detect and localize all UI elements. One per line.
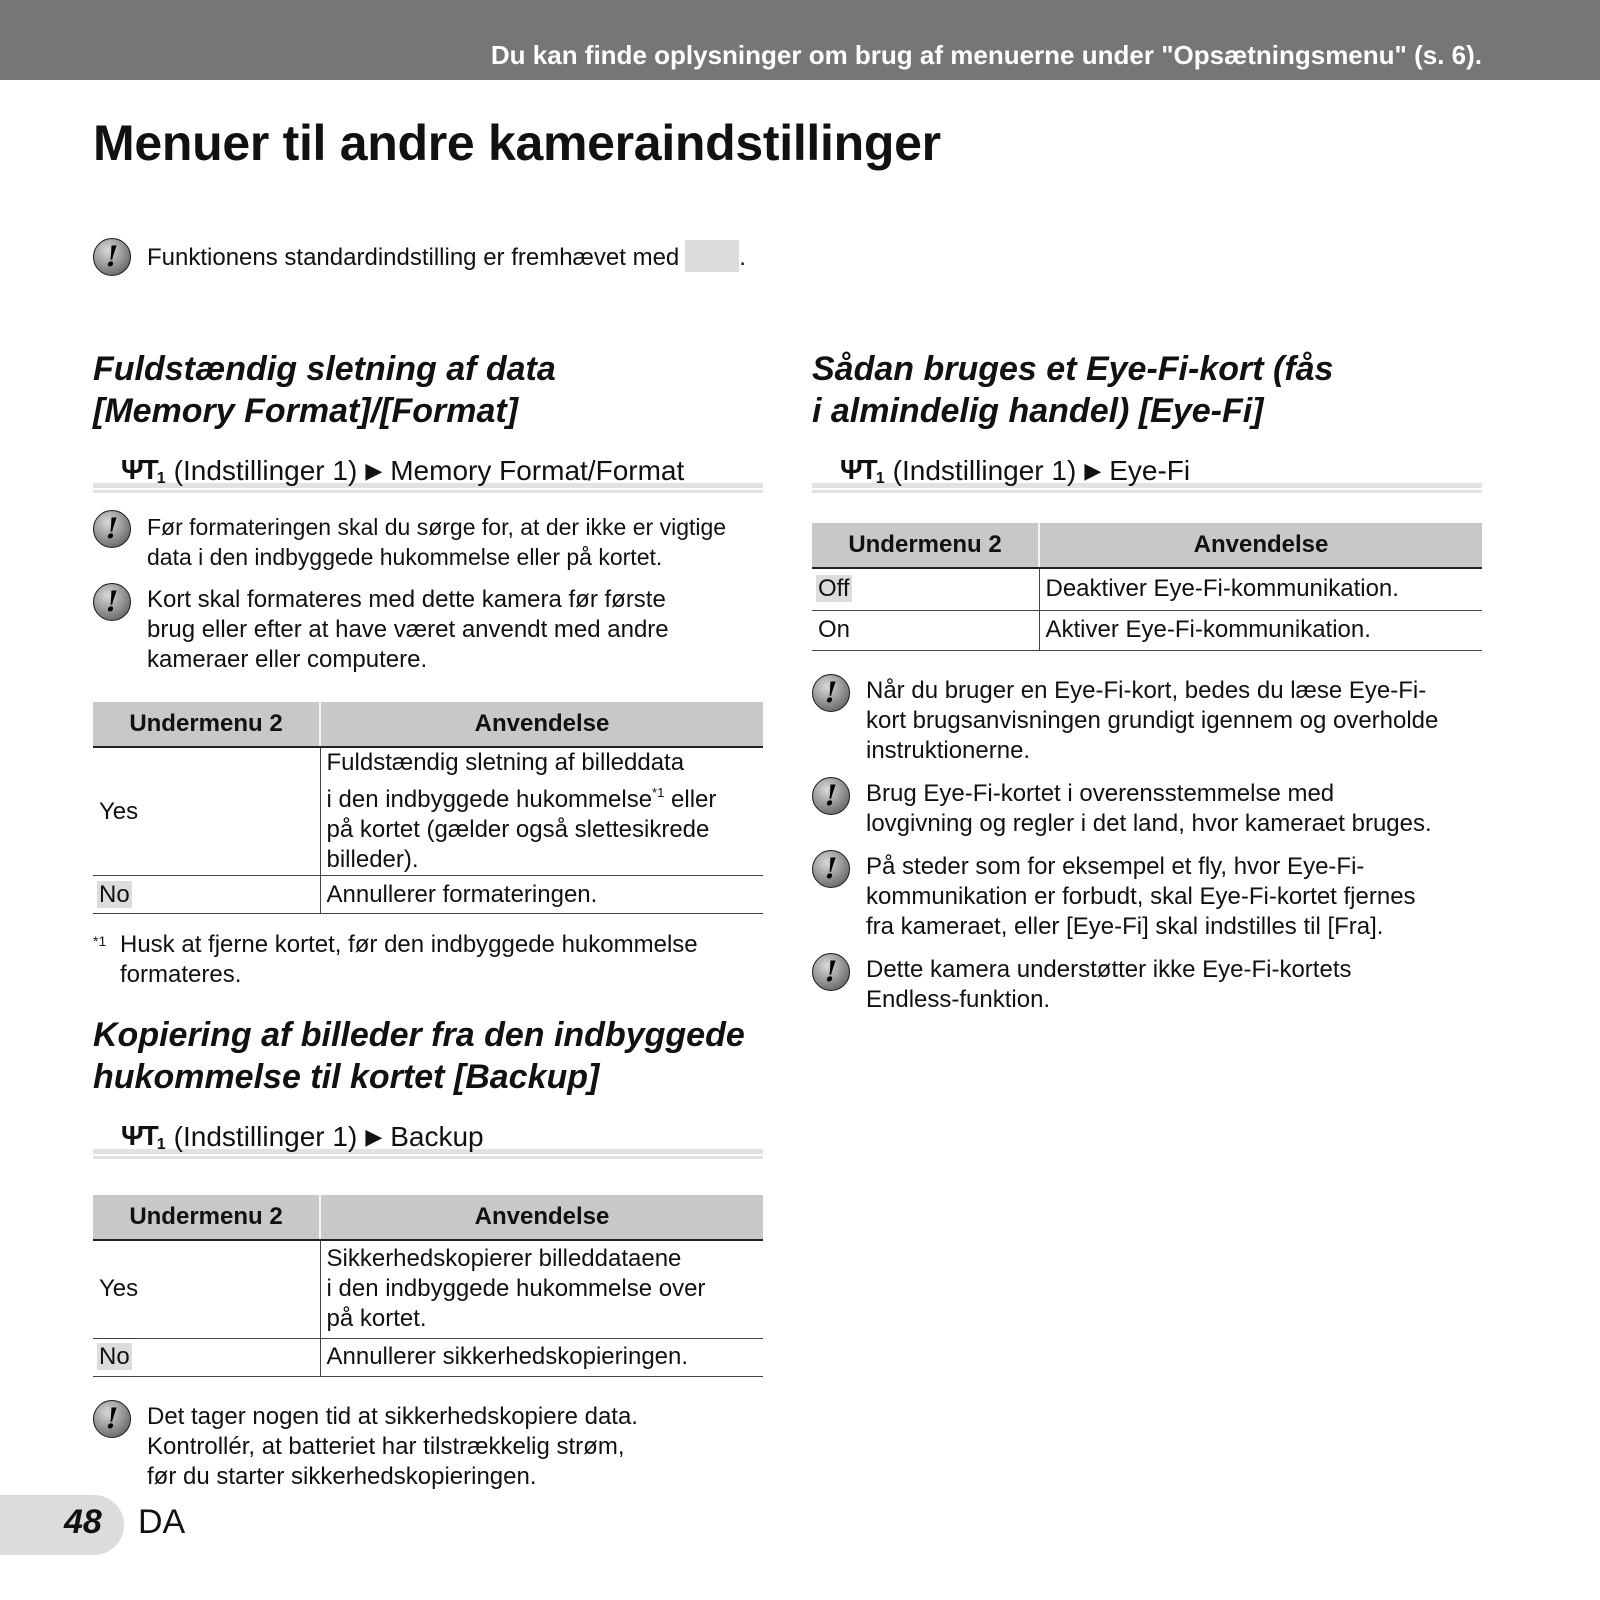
- menu-path-menu: (Indstillinger 1): [892, 455, 1077, 486]
- table-format: [93, 702, 763, 914]
- default-option-highlight: No: [99, 880, 130, 908]
- right-triangle-arrow-icon: ▶: [1084, 458, 1102, 483]
- description-cell: Annullerer formateringen.: [320, 876, 763, 914]
- description-cell: Deaktiver Eye-Fi-kommunikation.: [1039, 568, 1482, 610]
- menu-path-backup: [93, 1112, 763, 1162]
- caution-icon: !: [93, 1400, 131, 1438]
- banner-text: Du kan finde oplysninger om brug af menuerne under "Opsætningsmenu" (s. 6).: [490, 40, 1482, 70]
- footnote-mark: *1: [93, 933, 107, 949]
- menu-path-item: Backup: [390, 1121, 484, 1152]
- setup-wrench-icon: $\Psi T_1$: [121, 454, 166, 487]
- intro-note: [93, 240, 746, 276]
- table-row: [93, 1338, 763, 1376]
- table-backup: [93, 1195, 763, 1377]
- menu-path-format: [93, 446, 763, 496]
- right-triangle-arrow-icon: ▶: [365, 1124, 383, 1149]
- default-option-highlight: Off: [818, 575, 850, 603]
- menu-path-item: Memory Format/Format: [390, 455, 685, 486]
- default-highlight-swatch: [685, 240, 739, 272]
- caution-icon: !: [812, 850, 850, 888]
- description-cell: Fuldstændig sletning af billeddata i den indbyggede hukommelse$^{*1}$ eller på kortet (gælder også slettesikrede billeder).: [320, 747, 763, 876]
- menu-path-menu: (Indstillinger 1): [173, 455, 358, 486]
- table-header-row: [93, 702, 763, 747]
- table-row: [812, 568, 1482, 610]
- column-header: Undermenu 2: [93, 702, 320, 747]
- option-cell: On: [812, 610, 1039, 650]
- description-cell: Aktiver Eye-Fi-kommunikation.: [1039, 610, 1482, 650]
- menu-path-eyefi: [812, 446, 1482, 496]
- language-code: DA: [138, 1503, 186, 1541]
- table-header-row: [812, 523, 1482, 568]
- section-title-backup: Kopiering af billeder fra den indbyggede hukommelse til kortet [Backup]: [93, 1016, 745, 1096]
- page-number: 48: [64, 1503, 102, 1541]
- caution-icon: !: [812, 953, 850, 991]
- option-cell: [812, 568, 1039, 610]
- option-cell: [93, 876, 320, 914]
- note-format-2: ! Kort skal formateres med dette kamera før første brug eller efter at have været anvendt med andre kameraer eller computere.: [93, 585, 669, 675]
- footnote: *1 Husk at fjerne kortet, før den indbyggede hukommelse formateres.: [93, 930, 698, 990]
- top-banner: [0, 0, 1600, 80]
- caution-icon: !: [93, 510, 131, 548]
- description-cell: Annullerer sikkerhedskopieringen.: [320, 1338, 763, 1376]
- note-backup-1: ! Det tager nogen tid at sikkerhedskopiere data. Kontrollér, at batteriet har tilstrækkelig strøm, før du starter sikkerhedskopieringen.: [93, 1402, 638, 1492]
- column-header: Undermenu 2: [93, 1195, 320, 1240]
- note-eyefi-1: ! Når du bruger en Eye-Fi-kort, bedes du læse Eye-Fi- kort brugsanvisningen grundigt igennem og overholde instruktionerne.: [812, 676, 1438, 766]
- column-header: Anvendelse: [1039, 523, 1482, 568]
- table-eyefi: [812, 523, 1482, 651]
- menu-path-menu: (Indstillinger 1): [173, 1121, 358, 1152]
- option-cell: Yes: [93, 1240, 320, 1338]
- right-triangle-arrow-icon: ▶: [365, 458, 383, 483]
- note-eyefi-2: ! Brug Eye-Fi-kortet i overensstemmelse med lovgivning og regler i det land, hvor kameraet bruges.: [812, 779, 1432, 839]
- option-cell: Yes: [93, 747, 320, 876]
- footnote-ref: *1: [652, 785, 665, 800]
- caution-icon: !: [93, 583, 131, 621]
- section-title-format: Fuldstændig sletning af data [Memory Format]/[Format]: [93, 350, 556, 430]
- table-row: [93, 876, 763, 914]
- table-row: [93, 747, 763, 876]
- description-cell: Sikkerhedskopierer billeddataene i den indbyggede hukommelse over på kortet.: [320, 1240, 763, 1338]
- column-header: Undermenu 2: [812, 523, 1039, 568]
- menu-path-item: Eye-Fi: [1109, 455, 1191, 486]
- section-title-eyefi: Sådan bruges et Eye-Fi-kort (fås i almindelig handel) [Eye-Fi]: [812, 350, 1334, 430]
- table-row: [93, 1240, 763, 1338]
- table-header-row: [93, 1195, 763, 1240]
- caution-icon: !: [812, 777, 850, 815]
- note-eyefi-4: ! Dette kamera understøtter ikke Eye-Fi-kortets Endless-funktion.: [812, 955, 1351, 1015]
- caution-icon: !: [812, 674, 850, 712]
- intro-note-period: .: [739, 244, 746, 271]
- page-number-tab: [0, 1495, 124, 1555]
- setup-wrench-icon: $\Psi T_1$: [121, 1120, 166, 1153]
- setup-wrench-icon: $\Psi T_1$: [840, 454, 885, 487]
- intro-note-text: Funktionens standardindstilling er fremhævet med: [147, 244, 680, 271]
- option-cell: [93, 1338, 320, 1376]
- caution-icon: !: [93, 238, 131, 276]
- note-eyefi-3: ! På steder som for eksempel et fly, hvor Eye-Fi- kommunikation er forbudt, skal Eye-Fi-kortet fjernes fra kameraet, eller [Eye-Fi] skal indstilles til [Fra].: [812, 852, 1416, 942]
- table-row: [812, 610, 1482, 650]
- default-option-highlight: No: [99, 1343, 130, 1370]
- column-header: Anvendelse: [320, 1195, 763, 1240]
- column-header: Anvendelse: [320, 702, 763, 747]
- note-format-1: ! Før formateringen skal du sørge for, at der ikke er vigtige data i den indbyggede hukommelse eller på kortet.: [93, 512, 726, 572]
- page-title: Menuer til andre kameraindstillinger: [93, 115, 941, 171]
